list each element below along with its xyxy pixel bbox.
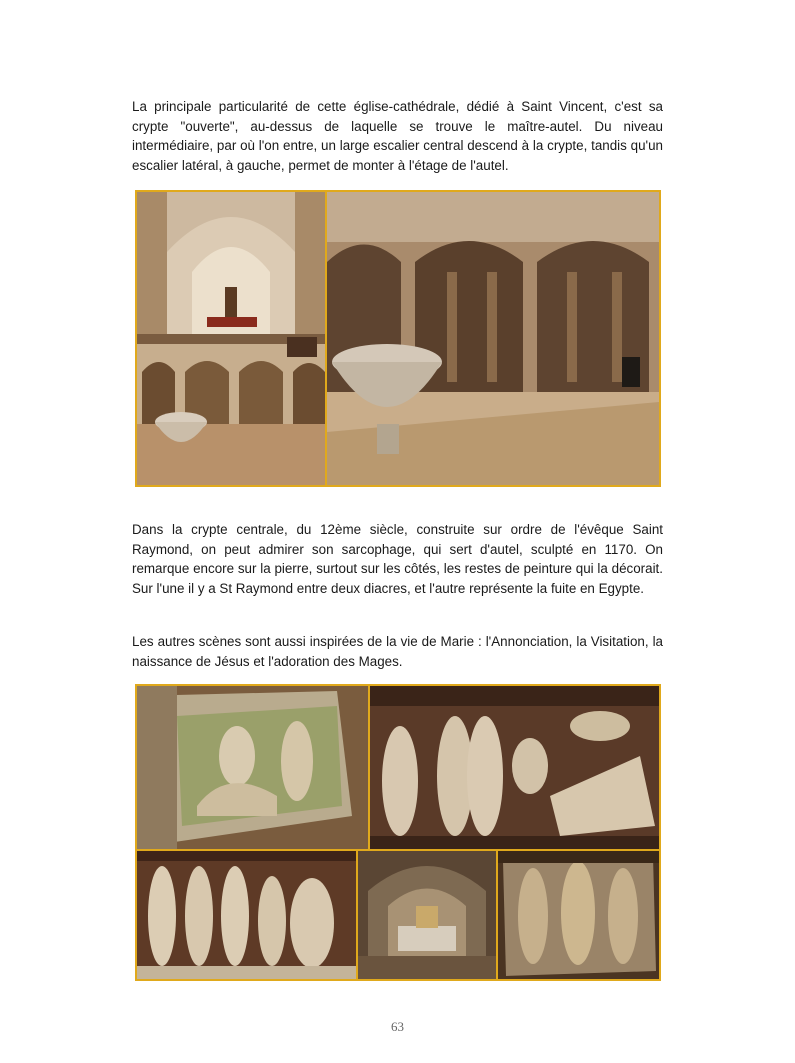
page-number: 63 (391, 1019, 404, 1034)
crypt-paragraph: Dans la crypte centrale, du 12ème siècle, construite sur ordre de l'évêque Saint Raymond, on peut admirer son sarcophage, qui sert d'autel, sculpté en 1170. On remarque encore sur la pierre, surtout sur les côtés, les restes de peinture qui la décorait. Sur l'une il y a St Raymond entre deux diacres, et l'autre représente la fuite en Egypte. (132, 522, 663, 596)
photo-flight-into-egypt (137, 686, 368, 849)
photo-collage-sarcophagus (135, 684, 661, 981)
photo-collage-crypt (135, 190, 661, 487)
photo-adoration-of-magi (137, 851, 356, 979)
photo-crypt-arches-font (327, 192, 659, 485)
photo-nave-altar (137, 192, 325, 485)
photo-crypt-altar (358, 851, 496, 979)
intro-paragraph: La principale particularité de cette église-cathédrale, dédié à Saint Vincent, c'est sa crypte "ouverte", au-dessus de laquelle se trouve le maître-autel. Du niveau intermédiaire, par où l'on entre, un large escalier central descend à la crypte, tandis qu'un escalier latéral, à gauche, permet de monter à l'étage de l'autel. (132, 99, 663, 173)
photo-annunciation-visitation (370, 686, 659, 849)
photo-saint-raymond-deacons (498, 851, 659, 979)
scenes-paragraph: Les autres scènes sont aussi inspirées de la vie de Marie : l'Annonciation, la Visitation, la naissance de Jésus et l'adoration des Mages. (132, 634, 663, 669)
